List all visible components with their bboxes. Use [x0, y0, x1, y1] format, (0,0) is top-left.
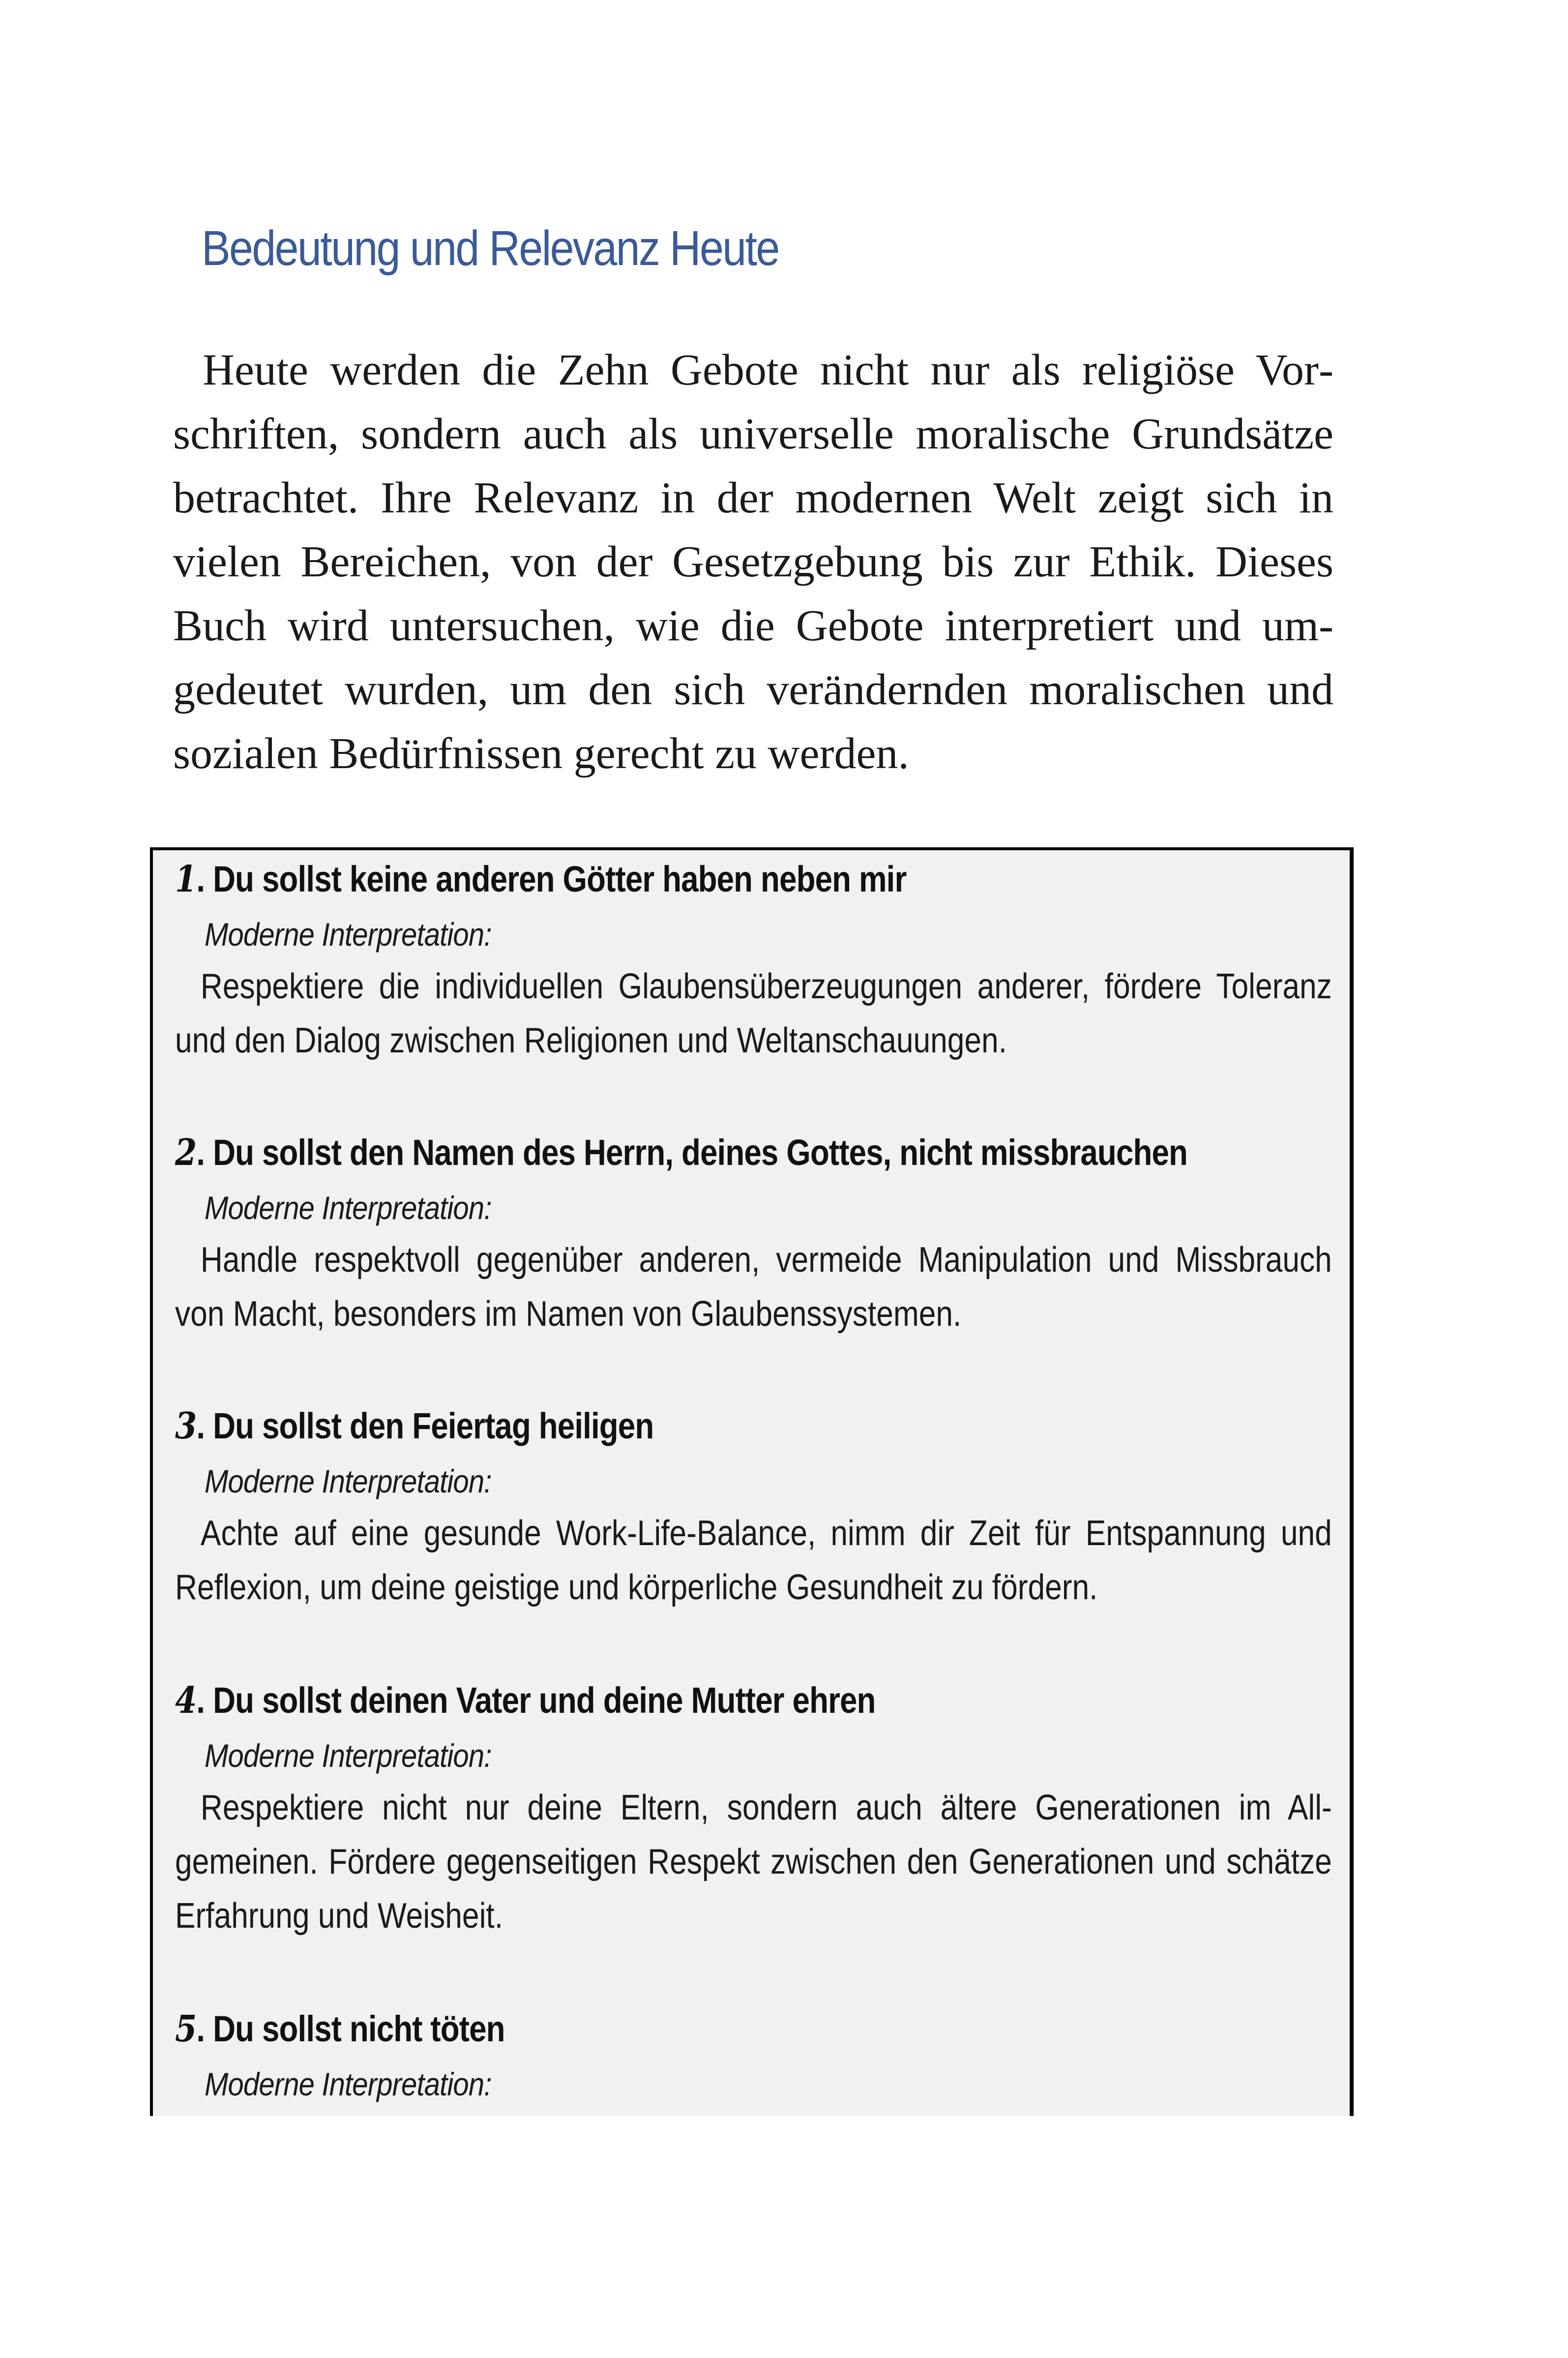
interpretation-label: Moderne Interpretation: — [205, 2066, 492, 2102]
commandment-title-text: . Du sollst den Feiertag heiligen — [196, 1405, 654, 1446]
intro-paragraph: Heute werden die Zehn Gebote nicht nur als religiöse Vorschriften, sondern auch als universelle moralische Grundsätze betrachtet. Ihre Relevanz in der modernen Welt zeigt sich in vielen Bereichen, von der Gesetzgebung bis zur Ethik. Dieses Buch wird untersuchen, wie die Gebote interpretiert und umgedeutet wurden, um den sich verändernden moralischen und sozialen Bedürfnissen gerecht zu werden. — [173, 346, 1333, 778]
commandment-number: 5 — [175, 2008, 197, 2050]
interpretation-label: Moderne Interpretation: — [205, 1737, 492, 1774]
commandment-3 — [175, 1405, 1335, 1614]
interpretation-text: Handle respektvoll gegenüber anderen, vermeide Manipulation und Missbrauch von Macht, besonders im Namen von Glaubenssystemen. — [175, 1240, 1332, 1334]
commandment-number: 2 — [175, 1132, 197, 1174]
commandment-title-text: . Du sollst keine anderen Götter haben neben mir — [196, 859, 907, 899]
commandment-4 — [175, 1679, 1335, 1943]
commandment-number: 1 — [175, 858, 197, 900]
commandment-title-text: . Du sollst nicht töten — [196, 2008, 505, 2049]
interpretation-label: Moderne Interpretation: — [205, 1190, 492, 1226]
commandment-5 — [175, 2008, 1335, 2102]
commandment-title-text: . Du sollst den Namen des Herrn, deines Gottes, nicht missbrauchen — [196, 1132, 1188, 1173]
commandment-title — [175, 1679, 1173, 1722]
interpretation-text: Achte auf eine gesunde Work-Life-Balance, nimm dir Zeit für Entspannung und Reflexion, um deine geistige und körperliche Gesundheit zu fördern. — [175, 1514, 1332, 1607]
commandment-title — [175, 858, 1173, 900]
commandments-box — [150, 847, 1354, 2116]
commandment-title — [175, 2008, 1173, 2050]
interpretation-text: Respektiere nicht nur deine Eltern, sondern auch ältere Generationen im Allgemeinen. Fördere gegenseitigen Respekt zwischen den Generationen und schätze Erfahrung und Weisheit. — [175, 1788, 1332, 1936]
section-heading: Bedeutung und Relevanz Heute — [202, 221, 779, 276]
commandment-2 — [175, 1134, 1335, 1341]
commandment-title-text: . Du sollst deinen Vater und deine Mutter ehren — [196, 1680, 876, 1721]
commandment-number: 3 — [175, 1405, 197, 1447]
interpretation-label: Moderne Interpretation: — [205, 1463, 492, 1499]
interpretation-text: Respektiere die individuellen Glaubensüberzeugungen anderer, fördere Toleranz und den Dialog zwischen Religionen und Weltanschauungen. — [175, 967, 1332, 1060]
interpretation-label: Moderne Interpretation: — [205, 916, 492, 953]
commandment-number: 4 — [175, 1679, 197, 1722]
commandment-title — [175, 1132, 1188, 1174]
commandment-title — [175, 1405, 1173, 1447]
commandment-1 — [175, 858, 1335, 1068]
